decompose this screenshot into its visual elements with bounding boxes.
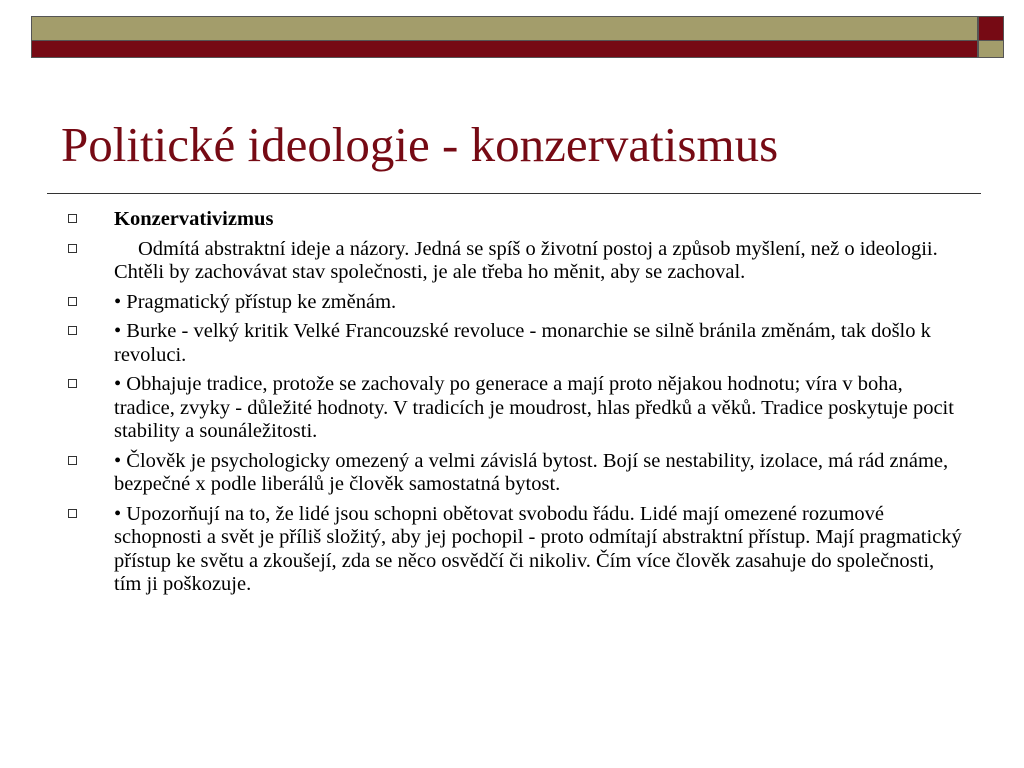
list-item — [64, 450, 964, 497]
bullet-list — [64, 208, 964, 603]
list-item-text: Konzervativizmus — [114, 208, 274, 230]
header-corner-olive — [978, 41, 1004, 58]
list-item-text: • Člověk je psychologicky omezený a velmi závislá bytost. Bojí se nestability, izolace, má rád známe, bezpečné x podle liberálů je člověk samostatná bytost. — [114, 449, 949, 495]
square-bullet-icon — [68, 244, 77, 253]
list-item — [64, 291, 964, 315]
square-bullet-icon — [68, 509, 77, 518]
header-corner-maroon — [978, 16, 1004, 41]
list-item-text: • Pragmatický přístup ke změnám. — [114, 290, 397, 313]
square-bullet-icon — [68, 297, 77, 306]
header-band-olive — [31, 16, 978, 41]
list-item-text: • Burke - velký kritik Velké Francouzské revoluce - monarchie se silně bránila změnám, tak došlo k revoluci. — [114, 320, 931, 366]
square-bullet-icon — [68, 379, 77, 388]
list-item — [64, 503, 964, 597]
slide-title: Politické ideologie - konzervatismus — [61, 117, 779, 172]
square-bullet-icon — [68, 214, 77, 223]
list-item — [64, 320, 964, 367]
square-bullet-icon — [68, 456, 77, 465]
title-divider — [47, 193, 981, 194]
list-item-text: • Upozorňují na to, že lidé jsou schopni obětovat svobodu řádu. Lidé mají omezené rozumové schopnosti a svět je příliš složitý, aby jej pochopil - proto odmítají abstraktní přístup. Mají pragmatický přístup ke světu a zkoušejí, zda se něco osvědčí či nikoliv. Čím více člověk zasahuje do společnosti, tím ji poškozuje. — [114, 502, 962, 595]
list-item — [64, 238, 964, 285]
header-band-maroon — [31, 41, 978, 58]
list-item-text: • Obhajuje tradice, protože se zachovaly po generace a mají proto nějakou hodnotu; víra v boha, tradice, zvyky - důležité hodnoty. V tradicích je moudrost, hlas předků a věků. Tradice poskytuje pocit stability a sounáležitosti. — [114, 373, 954, 442]
list-item — [64, 208, 964, 232]
square-bullet-icon — [68, 326, 77, 335]
list-item-text — [114, 238, 964, 285]
list-item-body: Odmítá abstraktní ideje a názory. Jedná se spíš o životní postoj a způsob myšlení, než o ideologii. Chtěli by zachovávat stav společnosti, je ale třeba ho měnit, aby se zachoval. — [114, 237, 938, 283]
list-item — [64, 373, 964, 444]
